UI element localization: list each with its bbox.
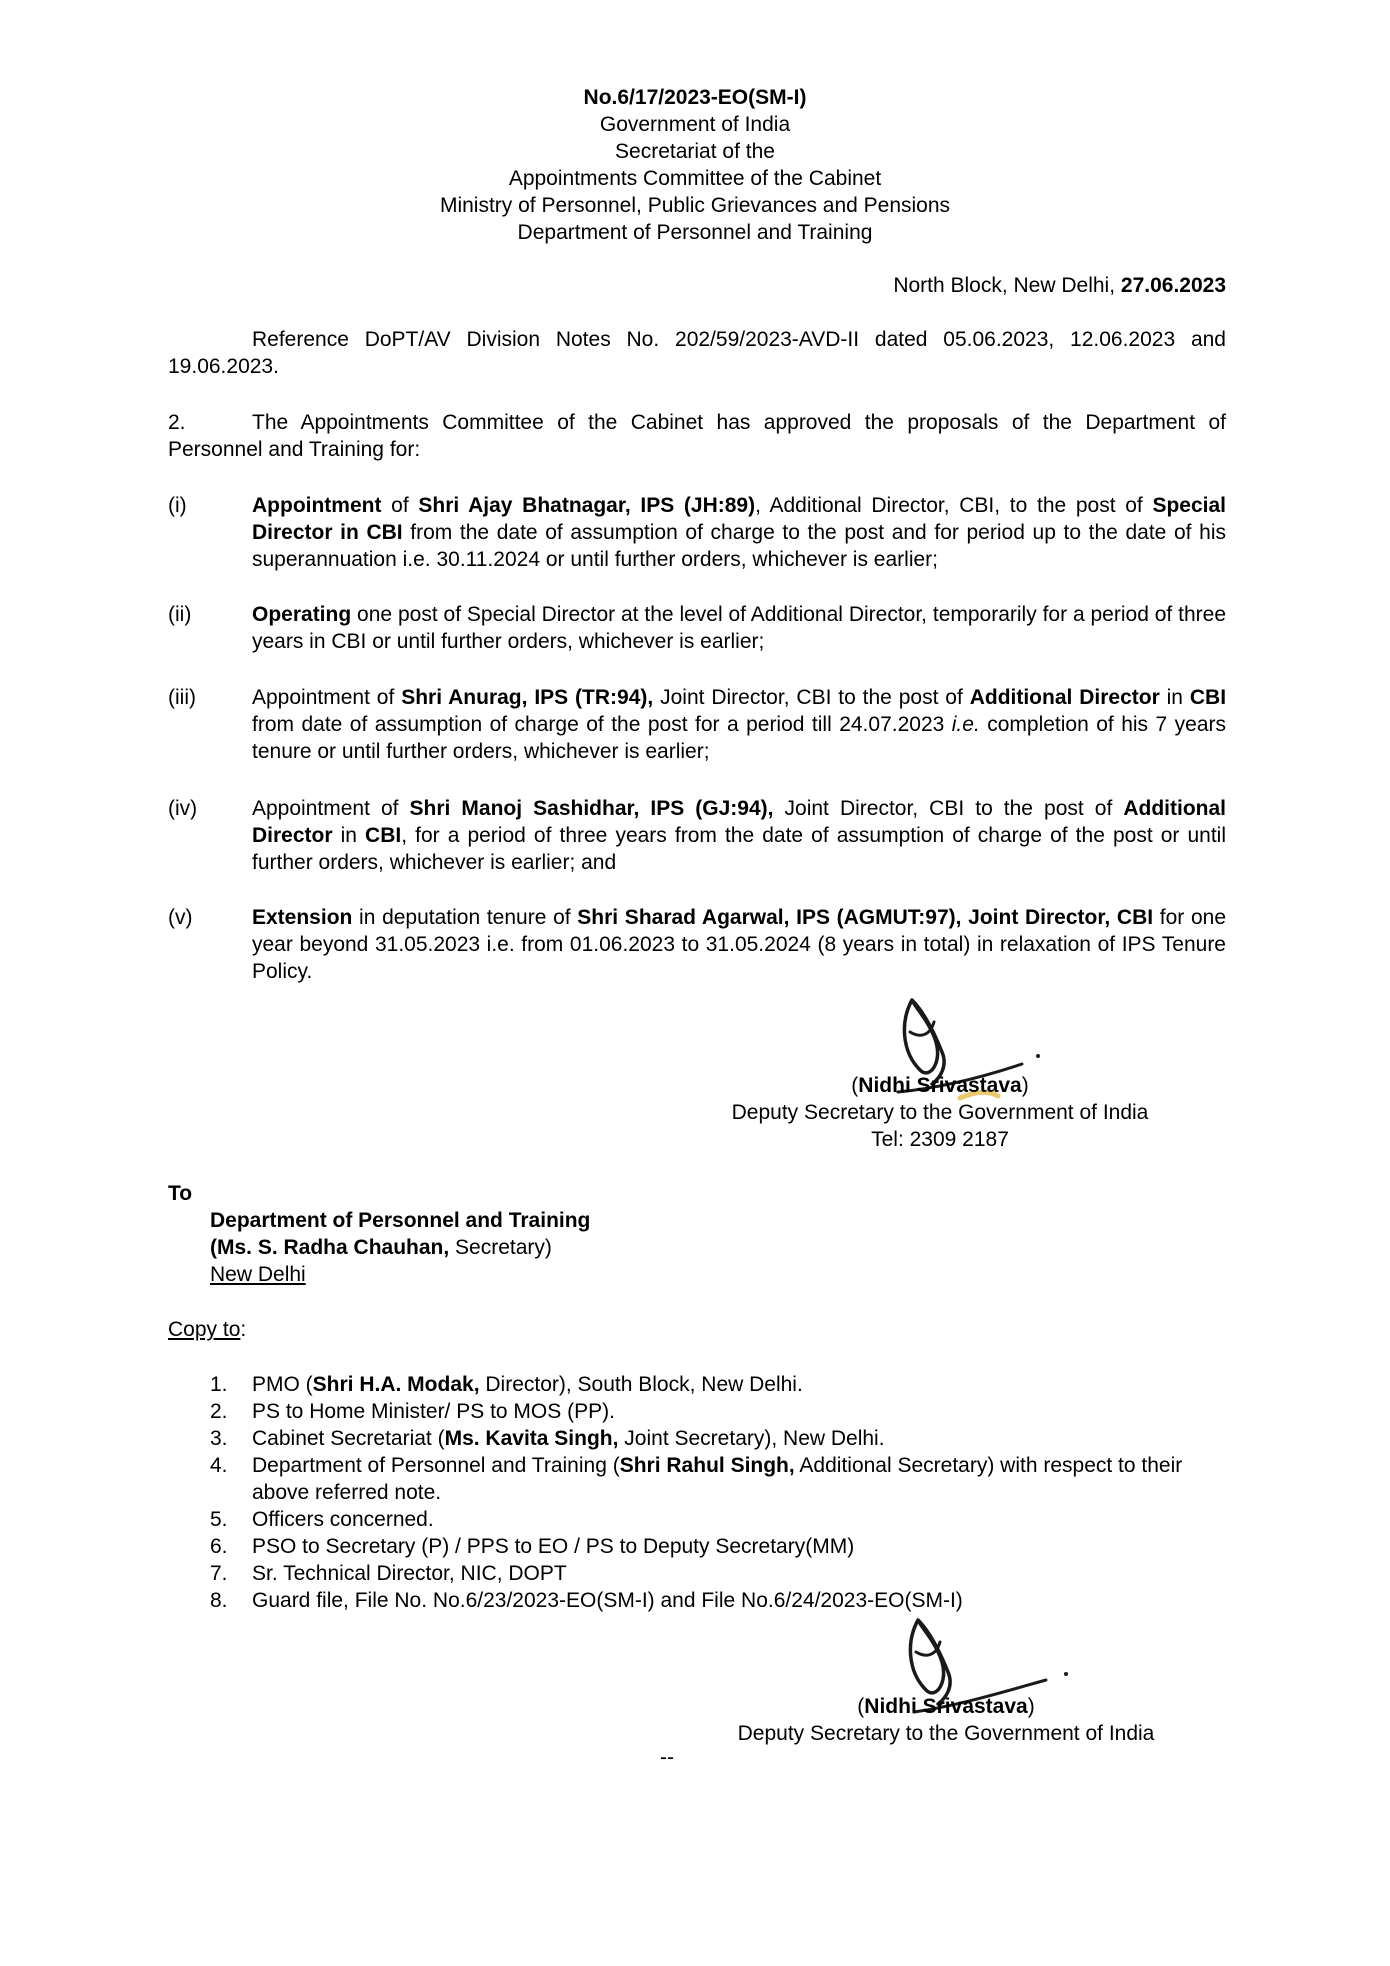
text-run: in: [332, 824, 366, 847]
signatory-designation: Deputy Secretary to the Government of India: [731, 1101, 1149, 1124]
text-run: Shri Rahul Singh,: [619, 1454, 795, 1477]
text-run: , for a period of three years from the date of assumption of charge of the post or until further orders, whichever is earlier; and: [252, 824, 1226, 874]
text-run: for one year beyond 31.05.2023 i.e. from 01.06.2023 to 31.05.2024 (8 years in total) in relaxation of IPS Tenure Policy.: [252, 906, 1226, 983]
place-date: [893, 272, 1226, 299]
text-run: of: [381, 494, 419, 517]
text-run: Additional Director: [252, 797, 1227, 847]
committee-line: Appointments Committee of the Cabinet: [508, 167, 882, 190]
text-run: completion of his 7 years tenure or until further orders, whichever is earlier;: [252, 713, 1226, 763]
text-run: Shri Manoj Sashidhar, IPS (GJ:94),: [409, 797, 774, 820]
issue-date: 27.06.2023: [1120, 274, 1226, 297]
text-run: Special Director in CBI: [252, 494, 1226, 544]
text-run: from date of assumption of charge of the post for a period till 24.07.2023: [252, 713, 952, 736]
item-text: [252, 795, 1226, 876]
copy-to-label: Copy to: [168, 1318, 241, 1341]
item-number: (iii): [168, 686, 196, 709]
addressee-city: New Delhi: [210, 1263, 306, 1286]
signatory-telephone: Tel: 2309 2187: [871, 1128, 1009, 1151]
signatory-block-1: [700, 1072, 1180, 1153]
addressee-role: Secretary): [449, 1236, 552, 1259]
text-run: CBI: [1189, 686, 1227, 709]
list-item: 7. Sr. Technical Director, NIC, DOPT: [210, 1562, 567, 1585]
text-run: from the date of assumption of charge to the post and for period up to the date of his superannuation i.e. 30.11.2024 or until further orders, whichever is earlier;: [252, 521, 1226, 571]
copy-to-list: [210, 1371, 1226, 1614]
text-run: Officers concerned.: [252, 1508, 434, 1531]
item-text: [252, 904, 1226, 985]
file-number: No.6/17/2023-EO(SM-I): [583, 86, 807, 109]
text-run: Ms. Kavita Singh,: [444, 1427, 619, 1450]
text-run: in: [1159, 686, 1190, 709]
signatory-name-line: (Nidhi Srivastava): [851, 1074, 1029, 1097]
item-number: (v): [168, 906, 193, 929]
text-run: , Additional Director, CBI, to the post of: [755, 494, 1153, 517]
text-run: one post of Special Director at the level of Additional Director, temporarily for a period of three years in CBI or until further orders, whichever is earlier;: [252, 603, 1226, 653]
copy-to-heading: Copy to:: [168, 1318, 247, 1341]
text-run: Appointment of: [252, 686, 402, 709]
list-item: 1. PMO (Shri H.A. Modak, Director), South Block, New Delhi.: [210, 1373, 803, 1396]
text-run: Joint Director, CBI to the post of: [653, 686, 970, 709]
text-run: Additional Director: [969, 686, 1160, 709]
govt-line: Government of India: [599, 113, 791, 136]
text-run: i.e.: [951, 713, 980, 736]
list-item: 8. Guard file, File No. No.6/23/2023-EO(SM-I) and File No.6/24/2023-EO(SM-I): [210, 1589, 963, 1612]
text-run: Department of Personnel and Training (: [252, 1454, 620, 1477]
reference-text: Reference DoPT/AV Division Notes No. 202/59/2023-AVD-II dated 05.06.2023, 12.06.2023 and 19.06.2023.: [168, 328, 1226, 378]
ministry-line: Ministry of Personnel, Public Grievances and Pensions: [439, 194, 951, 217]
paragraph-number: 2.: [168, 411, 186, 434]
item-text: [252, 492, 1226, 573]
paragraph-2-text: The Appointments Committee of the Cabinet has approved the proposals of the Department of Personnel and Training for:: [168, 411, 1226, 461]
text-run: Shri Sharad Agarwal, IPS (AGMUT:97), Joint Director, CBI: [577, 906, 1154, 929]
item-text: [252, 601, 1226, 655]
text-run: Shri Ajay Bhatnagar, IPS (JH:89): [418, 494, 756, 517]
text-run: Cabinet Secretariat (: [252, 1427, 445, 1450]
text-run: Joint Secretary), New Delhi.: [618, 1427, 885, 1450]
text-run: PMO (: [252, 1373, 313, 1396]
list-item: 4. Department of Personnel and Training (Shri Rahul Singh, Additional Secretary) with respect to their above referred note.: [210, 1454, 1183, 1504]
text-run: Additional Secretary) with respect to their above referred note.: [252, 1454, 1183, 1504]
reference-paragraph: [168, 326, 1226, 380]
signatory-name: Nidhi Srivastava: [858, 1074, 1022, 1097]
list-item: 3. Cabinet Secretariat (Ms. Kavita Singh, Joint Secretary), New Delhi.: [210, 1427, 885, 1450]
text-run: Director), South Block, New Delhi.: [479, 1373, 803, 1396]
to-label: To: [168, 1182, 193, 1205]
end-mark: --: [660, 1746, 674, 1769]
addressee-person-line: [210, 1234, 590, 1261]
text-run: Joint Director, CBI to the post of: [773, 797, 1124, 820]
item-text: [252, 684, 1226, 765]
secretariat-line: Secretariat of the: [615, 140, 775, 163]
text-run: Appointment: [252, 494, 382, 517]
addressee-person: (Ms. S. Radha Chauhan,: [210, 1236, 450, 1259]
item-number: (iv): [168, 797, 198, 820]
text-run: in deputation tenure of: [352, 906, 578, 929]
text-run: Sr. Technical Director, NIC, DOPT: [252, 1562, 567, 1585]
letterhead: [0, 84, 1390, 246]
text-run: Guard file, File No. No.6/23/2023-EO(SM-I) and File No.6/24/2023-EO(SM-I): [252, 1589, 963, 1612]
addressee-block: [168, 1180, 590, 1288]
text-run: Appointment of: [252, 797, 410, 820]
signatory-block-2: [706, 1693, 1186, 1747]
place: North Block, New Delhi,: [893, 274, 1121, 297]
list-item: 5. Officers concerned.: [210, 1508, 434, 1531]
text-run: Extension: [252, 906, 353, 929]
signatory-designation: Deputy Secretary to the Government of India: [737, 1722, 1155, 1745]
list-item: 6. PSO to Secretary (P) / PPS to EO / PS to Deputy Secretary(MM): [210, 1535, 855, 1558]
text-run: PS to Home Minister/ PS to MOS (PP).: [252, 1400, 615, 1423]
department-line: Department of Personnel and Training: [517, 221, 873, 244]
list-item: 2. PS to Home Minister/ PS to MOS (PP).: [210, 1400, 615, 1423]
addressee-org: Department of Personnel and Training: [210, 1209, 591, 1232]
text-run: CBI: [365, 824, 402, 847]
item-number: (ii): [168, 603, 192, 626]
signatory-name: Nidhi Srivastava: [864, 1695, 1028, 1718]
item-number: (i): [168, 494, 187, 517]
text-run: Shri Anurag, IPS (TR:94),: [401, 686, 654, 709]
text-run: PSO to Secretary (P) / PPS to EO / PS to Deputy Secretary(MM): [252, 1535, 855, 1558]
text-run: Operating: [252, 603, 352, 626]
signatory-name-line: (Nidhi Srivastava): [857, 1695, 1035, 1718]
text-run: Shri H.A. Modak,: [312, 1373, 480, 1396]
paragraph-2: [168, 409, 1226, 463]
